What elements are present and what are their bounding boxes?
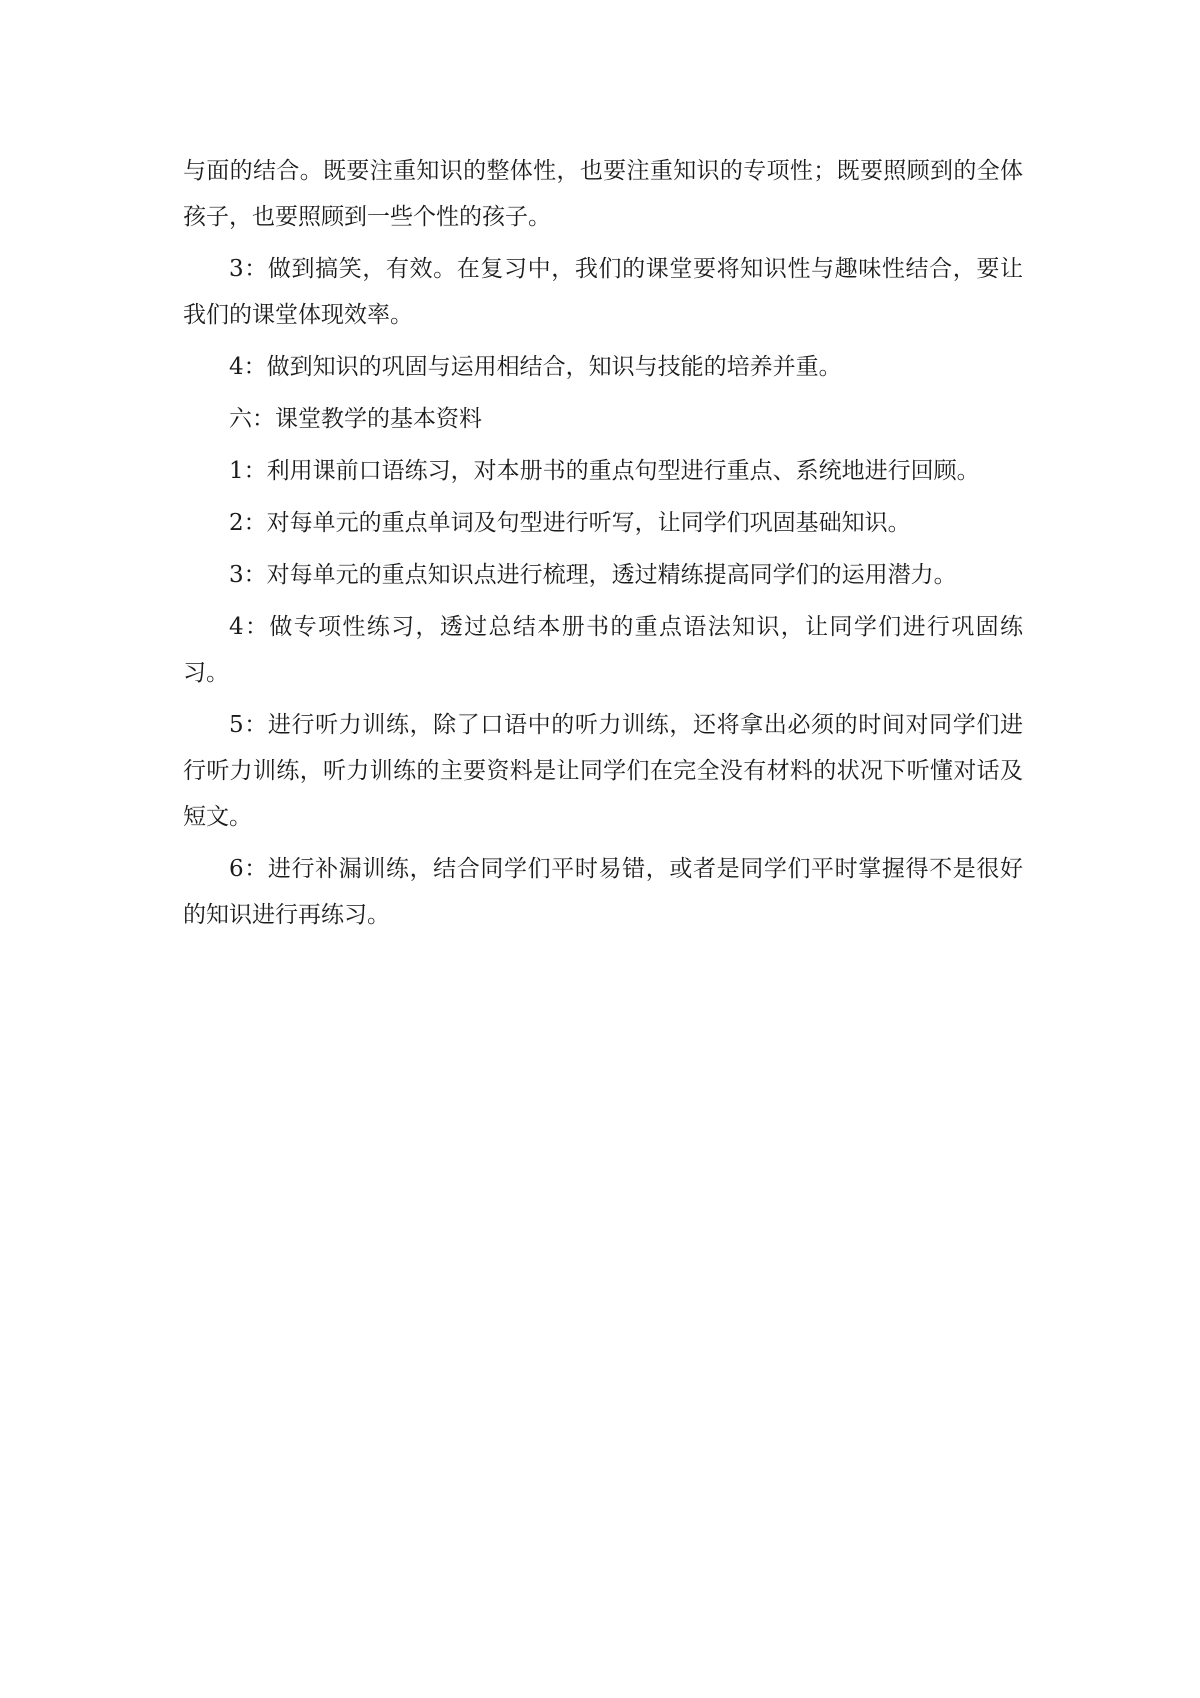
paragraph-continuation: 与面的结合。既要注重知识的整体性，也要注重知识的专项性；既要照顾到的全体孩子，也要照顾到一些个性的孩子。 xyxy=(183,158,1023,230)
section-heading-six: 六：课堂教学的基本资料 xyxy=(229,406,482,432)
paragraph-item-3-review: 3：对每单元的重点知识点进行梳理，透过精练提高同学们的运用潜力。 xyxy=(229,562,957,588)
paragraph-item-3-efficiency: 3：做到搞笑，有效。在复习中，我们的课堂要将知识性与趣味性结合，要让我们的课堂体现效率。 xyxy=(183,256,1023,328)
paragraph-item-4-consolidation: 4：做到知识的巩固与运用相结合，知识与技能的培养并重。 xyxy=(229,354,842,380)
document-body xyxy=(183,148,1023,944)
paragraph-item-4-grammar: 4：做专项性练习，透过总结本册书的重点语法知识，让同学们进行巩固练习。 xyxy=(183,614,1023,686)
paragraph-item-5-listening: 5：进行听力训练，除了口语中的听力训练，还将拿出必须的时间对同学们进行听力训练，听力训练的主要资料是让同学们在完全没有材料的状况下听懂对话及短文。 xyxy=(183,712,1023,830)
paragraph-item-6-remedial: 6：进行补漏训练，结合同学们平时易错，或者是同学们平时掌握得不是很好的知识进行再练习。 xyxy=(183,856,1023,928)
paragraph-item-2-dictation: 2：对每单元的重点单词及句型进行听写，让同学们巩固基础知识。 xyxy=(229,510,911,536)
paragraph-item-1-oral-practice: 1：利用课前口语练习，对本册书的重点句型进行重点、系统地进行回顾。 xyxy=(229,458,980,484)
